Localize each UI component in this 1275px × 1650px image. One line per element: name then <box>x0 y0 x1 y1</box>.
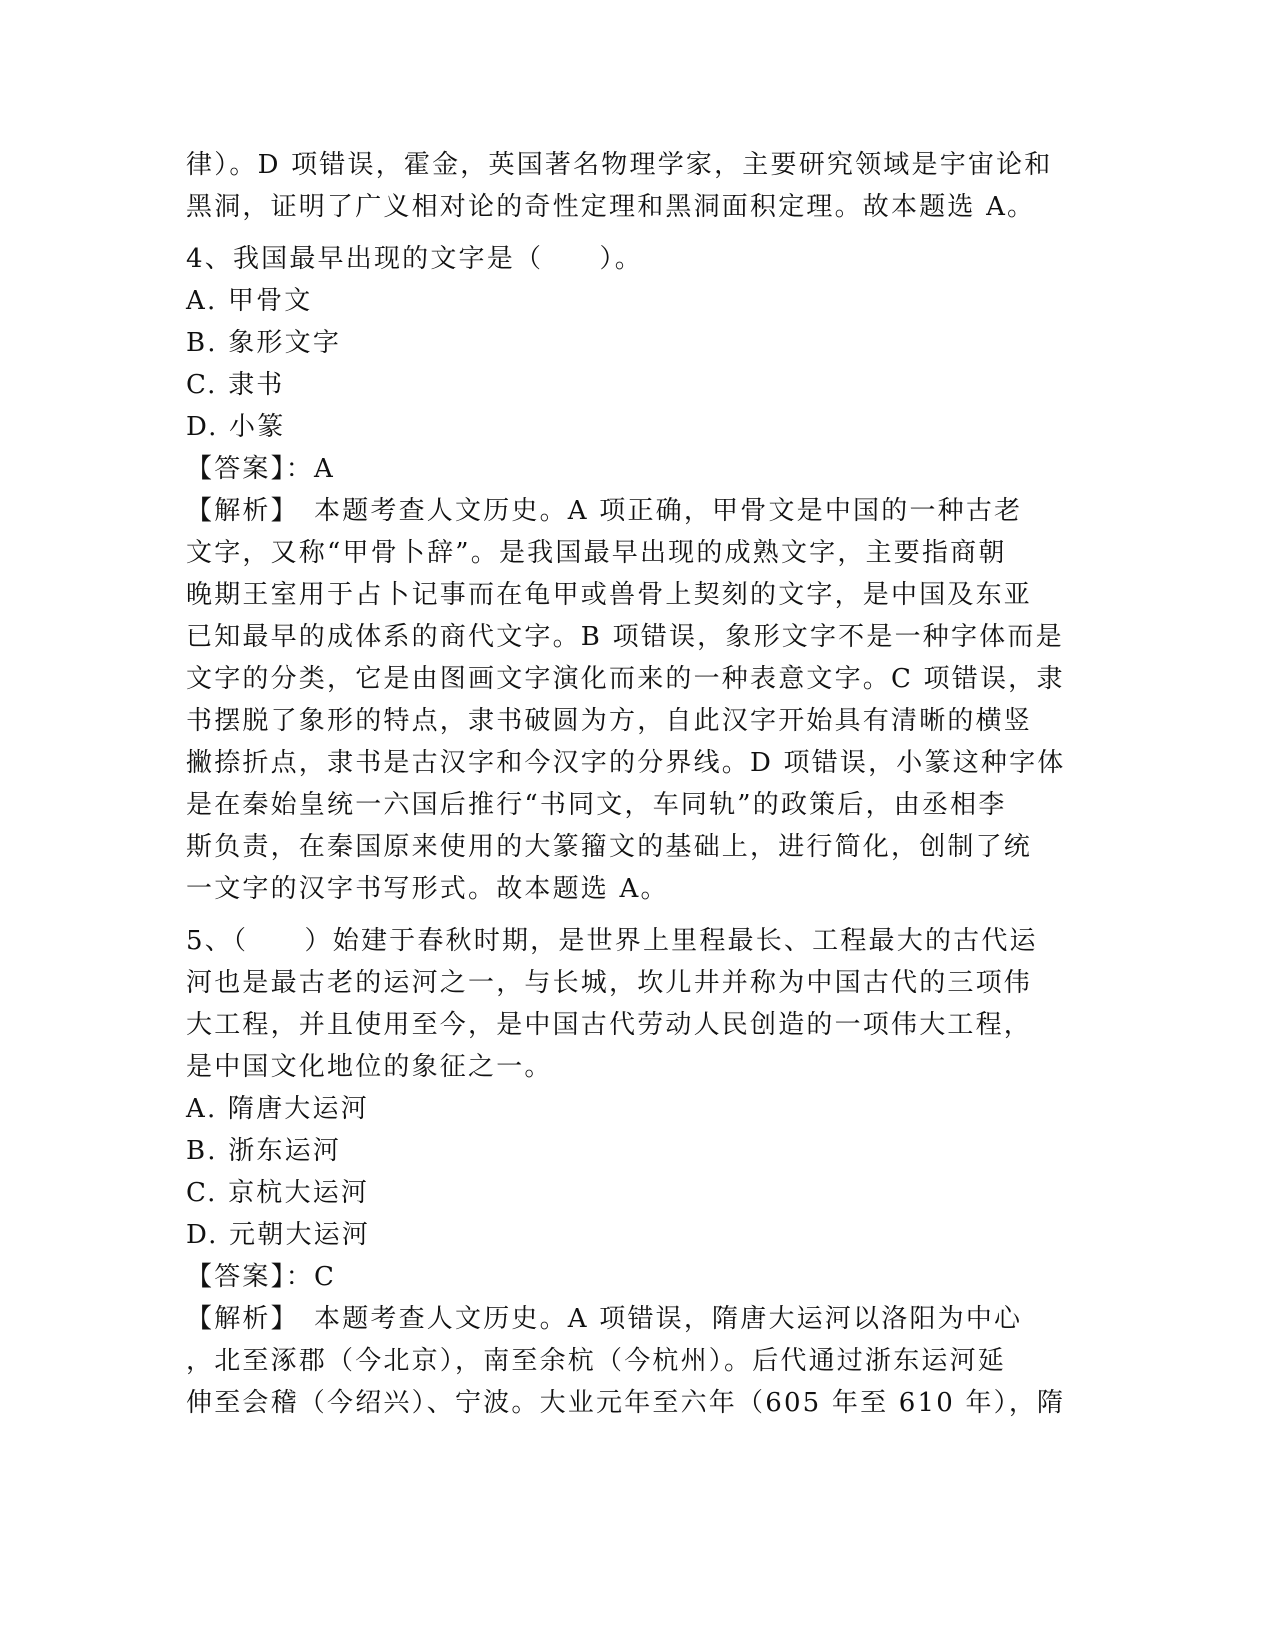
question-4-answer: 【答案】：A <box>186 454 335 484</box>
stem-line: 5、（ ）始建于春秋时期，是世界上里程最长、工程最大的古代运 <box>186 926 1038 956</box>
text-line: 黑洞，证明了广义相对论的奇性定理和黑洞面积定理。故本题选 A。 <box>186 192 1036 222</box>
analysis-line: 撇捺折点，隶书是古汉字和今汉字的分界线。D 项错误，小篆这种字体 <box>186 748 1066 778</box>
question-4-option-a: A. 甲骨文 <box>186 286 313 316</box>
question-5-answer: 【答案】：C <box>186 1262 337 1292</box>
analysis-line: 晚期王室用于占卜记事而在龟甲或兽骨上契刻的文字，是中国及东亚 <box>186 580 1033 610</box>
question-4 <box>186 238 1086 910</box>
text-line: 律）。D 项错误，霍金，英国著名物理学家，主要研究领域是宇宙论和 <box>186 150 1053 180</box>
question-5-stem <box>186 920 1086 1088</box>
previous-analysis-continuation <box>186 144 1086 228</box>
analysis-line: 伸至会稽（今绍兴）、宁波。大业元年至六年（605 年至 610 年），隋 <box>186 1388 1066 1418</box>
analysis-line: 斯负责，在秦国原来使用的大篆籀文的基础上，进行简化，创制了统 <box>186 832 1033 862</box>
analysis-line: 文字，又称“甲骨卜辞”。是我国最早出现的成熟文字，主要指商朝 <box>186 538 1007 568</box>
analysis-line: 【解析】 本题考查人文历史。A 项错误，隋唐大运河以洛阳为中心 <box>186 1304 1023 1334</box>
analysis-line: ，北至涿郡（今北京），南至余杭（今杭州）。后代通过浙东运河延 <box>186 1346 1007 1376</box>
document-body <box>186 144 1086 1424</box>
stem-line: 是中国文化地位的象征之一。 <box>186 1052 553 1082</box>
question-4-option-d: D. 小篆 <box>186 412 286 442</box>
analysis-line: 书摆脱了象形的特点，隶书破圆为方，自此汉字开始具有清晰的横竖 <box>186 706 1033 736</box>
analysis-line: 一文字的汉字书写形式。故本题选 A。 <box>186 874 669 904</box>
question-4-option-b: B. 象形文字 <box>186 328 342 358</box>
question-5-option-c: C. 京杭大运河 <box>186 1178 370 1208</box>
stem-line: 河也是最古老的运河之一，与长城，坎儿井并称为中国古代的三项伟 <box>186 968 1033 998</box>
analysis-line: 已知最早的成体系的商代文字。B 项错误，象形文字不是一种字体而是 <box>186 622 1064 652</box>
analysis-line: 文字的分类，它是由图画文字演化而来的一种表意文字。C 项错误，隶 <box>186 664 1065 694</box>
question-5-option-b: B. 浙东运河 <box>186 1136 342 1166</box>
question-4-option-c: C. 隶书 <box>186 370 285 400</box>
analysis-line: 是在秦始皇统一六国后推行“书同文，车同轨”的政策后，由丞相李 <box>186 790 1007 820</box>
analysis-line: 【解析】 本题考查人文历史。A 项正确，甲骨文是中国的一种古老 <box>186 496 1023 526</box>
question-4-analysis <box>186 490 1086 910</box>
question-5-option-d: D. 元朝大运河 <box>186 1220 371 1250</box>
question-4-stem: 4、我国最早出现的文字是（ ）。 <box>186 244 643 274</box>
question-5-option-a: A. 隋唐大运河 <box>186 1094 369 1124</box>
stem-line: 大工程，并且使用至今，是中国古代劳动人民创造的一项伟大工程， <box>186 1010 1033 1040</box>
question-5 <box>186 920 1086 1424</box>
question-5-analysis <box>186 1298 1086 1424</box>
